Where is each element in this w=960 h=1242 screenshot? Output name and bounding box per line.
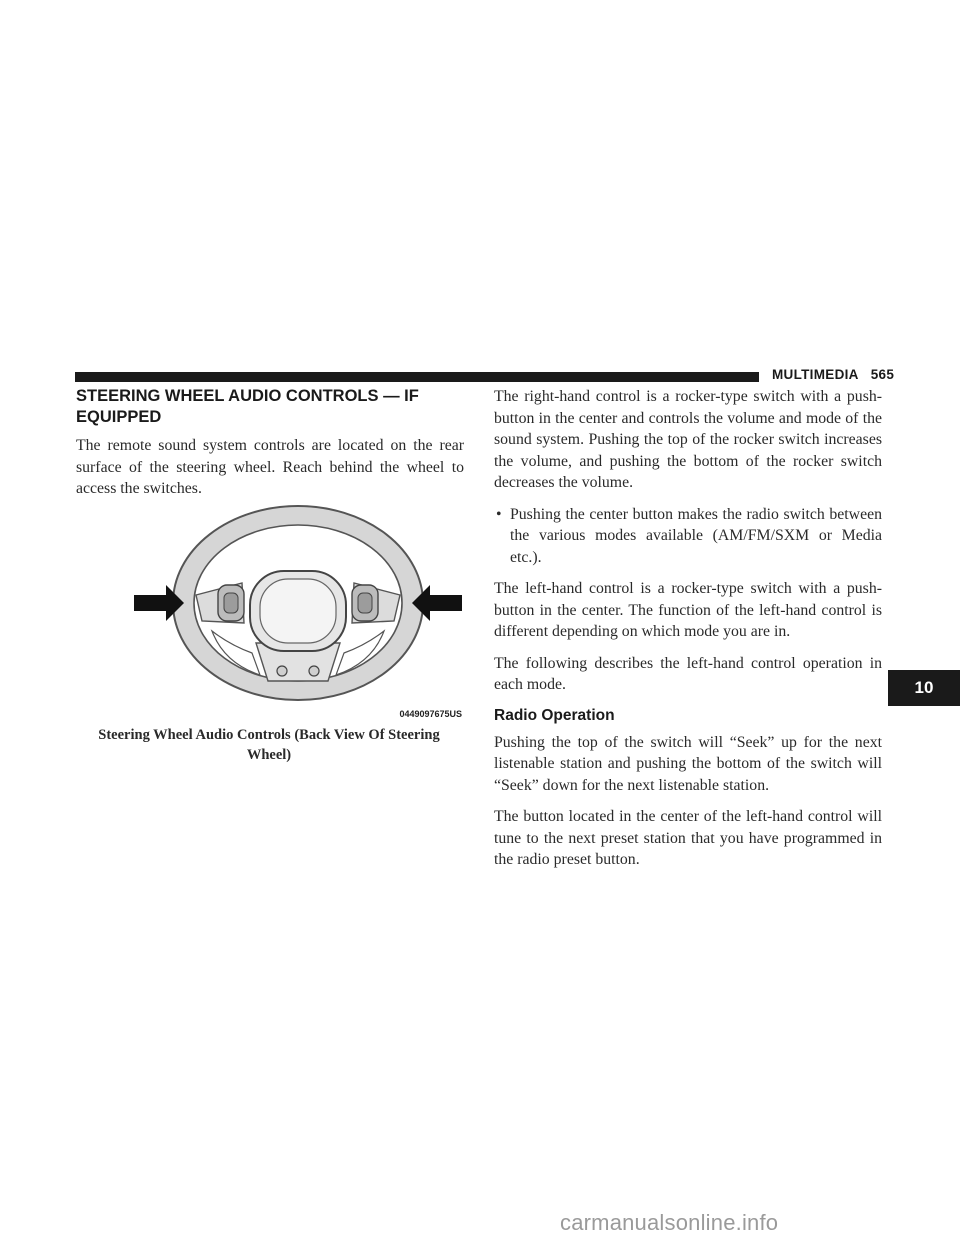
watermark: carmanualsonline.info (560, 1210, 779, 1235)
paragraph-right-control: The right-hand control is a rocker-type switch with a push-button in the center and controls the volume and mode of the sound system. Pushing the top of the rocker switch increases the volume, and pushing the bottom of the rocker switch decreases the volume. (494, 388, 882, 491)
chapter-tab: 10 (888, 670, 960, 706)
section-heading: STEERING WHEEL AUDIO CONTROLS — IF EQUIPPED (76, 387, 419, 426)
paragraph-preset: The button located in the center of the left-hand control will tune to the next preset station that you have programmed in the radio preset button. (494, 808, 882, 868)
paragraph-left-control: The left-hand control is a rocker-type switch with a push-button in the center. The function of the left-hand control is different depending on which mode you are in. (494, 580, 882, 640)
paragraph-following: The following describes the left-hand control operation in each mode. (494, 654, 882, 693)
page-number: 565 (870, 367, 895, 382)
left-column (76, 386, 464, 510)
bullet-text: Pushing the center button makes the radio switch between the various modes available (AM/FM/SXM or Media etc.). (510, 505, 882, 566)
header-rule (75, 372, 759, 382)
steering-wheel-illustration (132, 503, 464, 723)
subheading-radio-operation: Radio Operation (494, 706, 615, 724)
figure-caption: Steering Wheel Audio Controls (Back View Of Steering Wheel) (98, 727, 440, 763)
bullet-item (494, 504, 882, 569)
right-column (494, 386, 882, 881)
left-audio-control (218, 585, 244, 621)
paragraph-seek: Pushing the top of the switch will “Seek” up for the next listenable station and pushing the bottom of the switch will “Seek” down for the next listenable station. (494, 733, 882, 794)
header-section: MULTIMEDIA (772, 367, 859, 382)
bullet-icon: • (496, 505, 502, 523)
right-audio-control (352, 585, 378, 621)
figure-code: 0449097675US (399, 709, 462, 719)
steering-wheel-figure (132, 503, 464, 723)
intro-paragraph: The remote sound system controls are located on the rear surface of the steering wheel. Reach behind the wheel to access the switches. (76, 437, 464, 497)
running-header (772, 367, 894, 382)
